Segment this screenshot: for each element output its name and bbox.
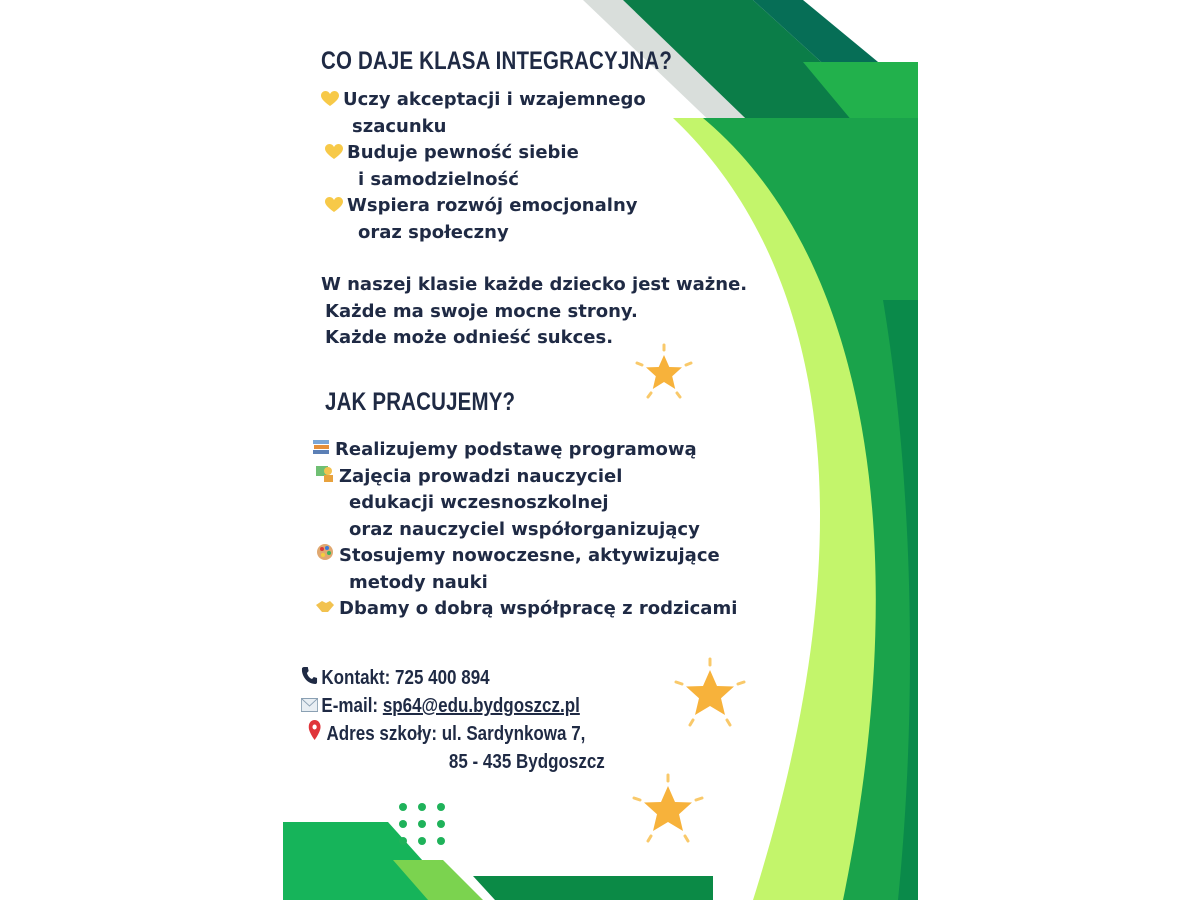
benefit-item — [321, 140, 646, 193]
envelope-icon — [301, 692, 318, 720]
heading-how-we-work: JAK PRACUJEMY? — [325, 388, 516, 416]
poster — [283, 0, 918, 900]
handshake-icon — [315, 596, 335, 623]
phone-icon — [301, 664, 318, 692]
benefit-line-1: Wspiera rozwój emocjonalny — [347, 195, 638, 216]
message-line: Każde ma swoje mocne strony. — [325, 300, 638, 322]
phone-row — [301, 664, 605, 692]
method-line: metody nauki — [349, 571, 488, 593]
message-line: Każde może odnieść sukces. — [325, 327, 614, 348]
method-line: Realizujemy podstawę programową — [335, 439, 697, 460]
method-item — [311, 437, 737, 464]
star-icon — [634, 775, 702, 841]
bottom-dark-bar — [473, 876, 713, 900]
benefit-line-1: Buduje pewność siebie — [347, 142, 579, 163]
contact-block — [301, 664, 605, 776]
benefit-item — [321, 193, 646, 246]
yellow-heart-icon — [325, 195, 343, 211]
method-line: edukacji wczesnoszkolnej — [349, 492, 609, 513]
star-icon — [676, 659, 744, 725]
message-line: W naszej klasie każde dziecko jest ważne. — [321, 274, 748, 295]
address-label: Adres szkoły: ul. Sardynkowa 7, — [326, 723, 586, 745]
method-line: Zajęcia prowadzi nauczyciel — [339, 465, 623, 487]
yellow-heart-icon — [321, 89, 339, 105]
message-block — [321, 272, 747, 352]
methods-list — [311, 437, 737, 623]
email-row — [301, 692, 605, 720]
method-item — [311, 543, 737, 596]
yellow-heart-icon — [325, 142, 343, 158]
method-line: Stosujemy nowoczesne, aktywizujące — [339, 545, 720, 566]
benefit-line-1: Uczy akceptacji i wzajemnego — [343, 89, 646, 110]
palette-icon — [315, 543, 335, 570]
phone-label: Kontakt: 725 400 894 — [321, 667, 490, 689]
benefit-line-2: oraz społeczny — [358, 221, 509, 243]
email-link[interactable]: sp64@edu.bydgoszcz.pl — [382, 695, 580, 717]
address-row — [301, 720, 605, 776]
benefit-line-2: i samodzielność — [358, 168, 519, 190]
method-item — [311, 596, 737, 623]
location-pin-icon — [306, 720, 323, 748]
dot-grid — [399, 803, 445, 845]
address-line-2: 85 - 435 Bydgoszcz — [448, 751, 605, 773]
star-icon — [637, 345, 691, 397]
teacher-icon — [315, 464, 335, 491]
books-icon — [311, 437, 331, 464]
method-item — [311, 464, 737, 544]
email-label: E-mail: — [321, 695, 379, 717]
benefit-line-2: szacunku — [352, 115, 447, 137]
benefit-item — [321, 87, 646, 140]
method-line: Dbamy o dobrą współpracę z rodzicami — [339, 598, 738, 619]
heading-what-integration-class-gives: CO DAJE KLASA INTEGRACYJNA? — [321, 47, 673, 75]
benefits-list — [321, 87, 646, 246]
method-line: oraz nauczyciel współorganizujący — [349, 518, 700, 540]
